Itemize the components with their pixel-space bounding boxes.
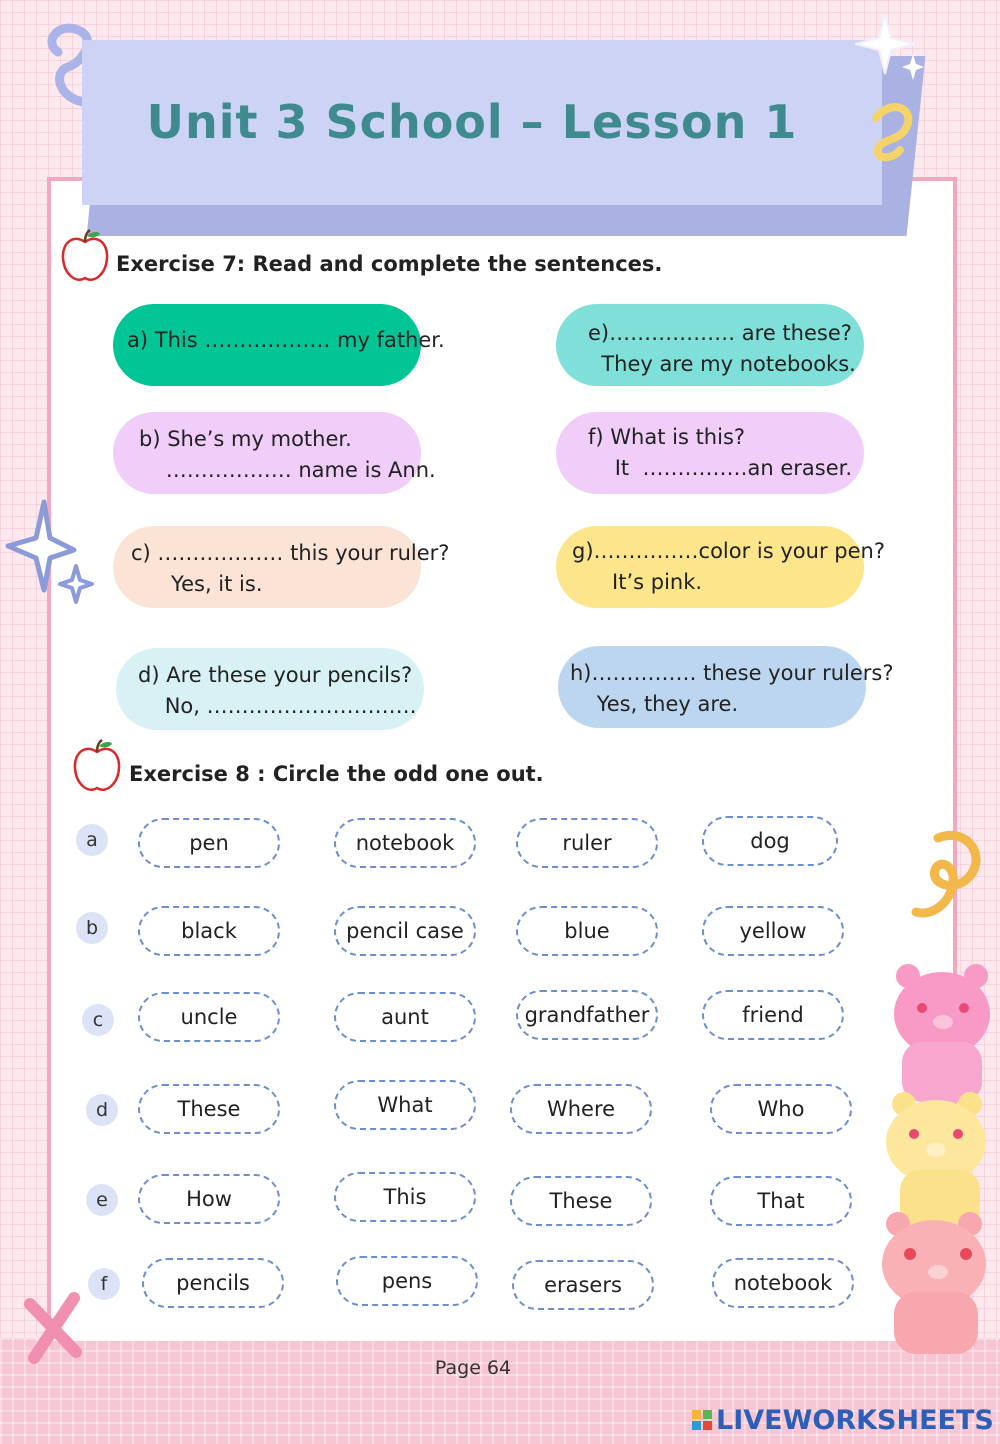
sentence-c [113, 526, 450, 608]
gummy-bears-icon [872, 962, 1000, 1362]
sentence-line: No, ………………………… [138, 694, 417, 718]
sentence-line: e)……………… are these? [588, 321, 852, 345]
orange-swirl-icon [908, 828, 990, 928]
word-option[interactable]: This [334, 1172, 476, 1222]
sentence-f [556, 412, 864, 494]
sentence-line: d) Are these your pencils? [138, 663, 413, 687]
word-option[interactable]: Where [510, 1084, 652, 1134]
sparkle-icon [855, 12, 925, 82]
word-option[interactable]: notebook [334, 818, 476, 868]
exercise-8-title: Exercise 8 : Circle the odd one out. [129, 762, 544, 786]
word-option[interactable]: dog [702, 816, 838, 866]
exercise-7-title: Exercise 7: Read and complete the sentences. [116, 252, 663, 276]
row-letter: d [86, 1094, 118, 1126]
sentence-line: They are my notebooks. [588, 352, 856, 376]
sentence-line: g)……………color is your pen? [572, 539, 885, 563]
row-letter: e [86, 1184, 118, 1216]
blue-sparkle-icon [4, 498, 96, 608]
sentence-line: f) What is this? [588, 425, 746, 449]
page-title: Unit 3 School – Lesson 1 [146, 95, 798, 149]
word-option[interactable]: How [138, 1174, 280, 1224]
sentence-line: b) She’s my mother. [139, 427, 352, 451]
liveworksheets-logo[interactable] [692, 1402, 994, 1438]
word-option[interactable]: pen [138, 818, 280, 868]
sentence-line: ……………… name is Ann. [139, 458, 436, 482]
apple-icon [72, 738, 122, 794]
sentence-line: Yes, they are. [570, 692, 739, 716]
row-letter: b [76, 912, 108, 944]
apple-icon [60, 228, 110, 284]
yellow-swirl-icon [866, 98, 926, 163]
word-option[interactable]: What [334, 1080, 476, 1130]
sentence-e [556, 304, 864, 386]
word-option[interactable]: blue [516, 906, 658, 956]
liveworksheets-logo-icon [692, 1410, 712, 1430]
cross-decoration-icon [22, 1292, 84, 1364]
word-option[interactable]: friend [702, 990, 844, 1040]
row-letter: f [88, 1268, 120, 1300]
sentence-b [113, 412, 436, 494]
word-option[interactable]: black [138, 906, 280, 956]
word-option[interactable]: Who [710, 1084, 852, 1134]
sentence-a [113, 304, 445, 386]
word-option[interactable]: These [138, 1084, 280, 1134]
word-option[interactable]: uncle [138, 992, 280, 1042]
word-option[interactable]: ruler [516, 818, 658, 868]
word-option[interactable]: That [710, 1176, 852, 1226]
sentence-line: It ……………an eraser. [588, 456, 852, 480]
sentence-d [116, 648, 424, 730]
sentence-line: c) ……………… this your ruler? [131, 541, 450, 565]
page-number: Page 64 [434, 1357, 512, 1379]
word-option[interactable]: aunt [334, 992, 476, 1042]
row-letter: c [82, 1004, 114, 1036]
word-option[interactable]: notebook [712, 1258, 854, 1308]
word-option[interactable]: erasers [512, 1260, 654, 1310]
sentence-g [556, 526, 885, 608]
row-letter: a [76, 824, 108, 856]
word-option[interactable]: pencils [142, 1258, 284, 1308]
sentence-line: It’s pink. [572, 570, 703, 594]
word-option[interactable]: pens [336, 1256, 478, 1306]
sentence-line: h)…………… these your rulers? [570, 661, 894, 685]
word-option[interactable]: pencil case [334, 906, 476, 956]
word-option[interactable]: grandfather [516, 990, 658, 1040]
word-option[interactable]: yellow [702, 906, 844, 956]
sentence-line: a) This ……………… my father. [127, 328, 445, 352]
brand-name: LIVEWORKSHEETS [716, 1404, 994, 1436]
sentence-h [558, 646, 894, 728]
word-option[interactable]: These [510, 1176, 652, 1226]
sentence-line: Yes, it is. [131, 572, 263, 596]
